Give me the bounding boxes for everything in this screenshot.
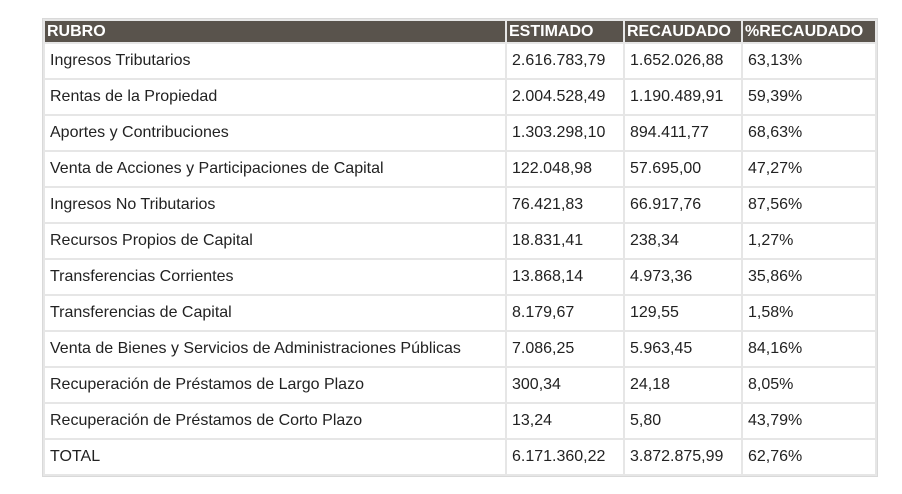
cell-recaudado: 894.411,77 — [625, 116, 741, 150]
cell-estimado: 2.004.528,49 — [507, 80, 623, 114]
cell-recaudado: 24,18 — [625, 368, 741, 402]
cell-pct: 59,39% — [743, 80, 875, 114]
header-estimado: ESTIMADO — [507, 21, 623, 42]
cell-pct: 43,79% — [743, 404, 875, 438]
cell-rubro: Ingresos No Tributarios — [45, 188, 505, 222]
cell-recaudado: 1.190.489,91 — [625, 80, 741, 114]
total-row — [45, 440, 875, 474]
cell-pct: 68,63% — [743, 116, 875, 150]
cell-rubro: Recuperación de Préstamos de Corto Plazo — [45, 404, 505, 438]
cell-estimado: 300,34 — [507, 368, 623, 402]
table-header — [45, 21, 875, 42]
table-row — [45, 116, 875, 150]
table-row — [45, 224, 875, 258]
cell-pct: 62,76% — [743, 440, 875, 474]
cell-rubro: Rentas de la Propiedad — [45, 80, 505, 114]
header-pct-recaudado: %RECAUDADO — [743, 21, 875, 42]
cell-pct: 35,86% — [743, 260, 875, 294]
cell-estimado: 2.616.783,79 — [507, 44, 623, 78]
cell-pct: 47,27% — [743, 152, 875, 186]
revenue-table — [42, 18, 878, 477]
cell-recaudado: 57.695,00 — [625, 152, 741, 186]
cell-recaudado: 238,34 — [625, 224, 741, 258]
cell-recaudado: 5,80 — [625, 404, 741, 438]
cell-rubro: Venta de Bienes y Servicios de Administraciones Públicas — [45, 332, 505, 366]
table-row — [45, 368, 875, 402]
cell-recaudado: 4.973,36 — [625, 260, 741, 294]
cell-recaudado: 3.872.875,99 — [625, 440, 741, 474]
cell-recaudado: 66.917,76 — [625, 188, 741, 222]
header-recaudado: RECAUDADO — [625, 21, 741, 42]
cell-recaudado: 5.963,45 — [625, 332, 741, 366]
cell-pct: 8,05% — [743, 368, 875, 402]
cell-rubro: Venta de Acciones y Participaciones de Capital — [45, 152, 505, 186]
cell-pct: 1,27% — [743, 224, 875, 258]
cell-estimado: 1.303.298,10 — [507, 116, 623, 150]
table-body — [45, 44, 875, 474]
cell-estimado: 7.086,25 — [507, 332, 623, 366]
cell-rubro: Recursos Propios de Capital — [45, 224, 505, 258]
cell-rubro: TOTAL — [45, 440, 505, 474]
cell-rubro: Transferencias de Capital — [45, 296, 505, 330]
table-row — [45, 188, 875, 222]
table-row — [45, 80, 875, 114]
cell-pct: 63,13% — [743, 44, 875, 78]
cell-estimado: 18.831,41 — [507, 224, 623, 258]
cell-rubro: Aportes y Contribuciones — [45, 116, 505, 150]
cell-pct: 87,56% — [743, 188, 875, 222]
table-row — [45, 296, 875, 330]
table-row — [45, 260, 875, 294]
cell-rubro: Recuperación de Préstamos de Largo Plazo — [45, 368, 505, 402]
cell-rubro: Ingresos Tributarios — [45, 44, 505, 78]
table-row — [45, 332, 875, 366]
cell-estimado: 122.048,98 — [507, 152, 623, 186]
table-row — [45, 44, 875, 78]
cell-pct: 84,16% — [743, 332, 875, 366]
table-row — [45, 152, 875, 186]
cell-estimado: 13,24 — [507, 404, 623, 438]
cell-estimado: 13.868,14 — [507, 260, 623, 294]
cell-estimado: 8.179,67 — [507, 296, 623, 330]
cell-pct: 1,58% — [743, 296, 875, 330]
table-row — [45, 404, 875, 438]
revenue-table-container — [42, 18, 878, 477]
header-row — [45, 21, 875, 42]
header-rubro: RUBRO — [45, 21, 505, 42]
cell-estimado: 6.171.360,22 — [507, 440, 623, 474]
cell-rubro: Transferencias Corrientes — [45, 260, 505, 294]
cell-recaudado: 129,55 — [625, 296, 741, 330]
cell-recaudado: 1.652.026,88 — [625, 44, 741, 78]
cell-estimado: 76.421,83 — [507, 188, 623, 222]
